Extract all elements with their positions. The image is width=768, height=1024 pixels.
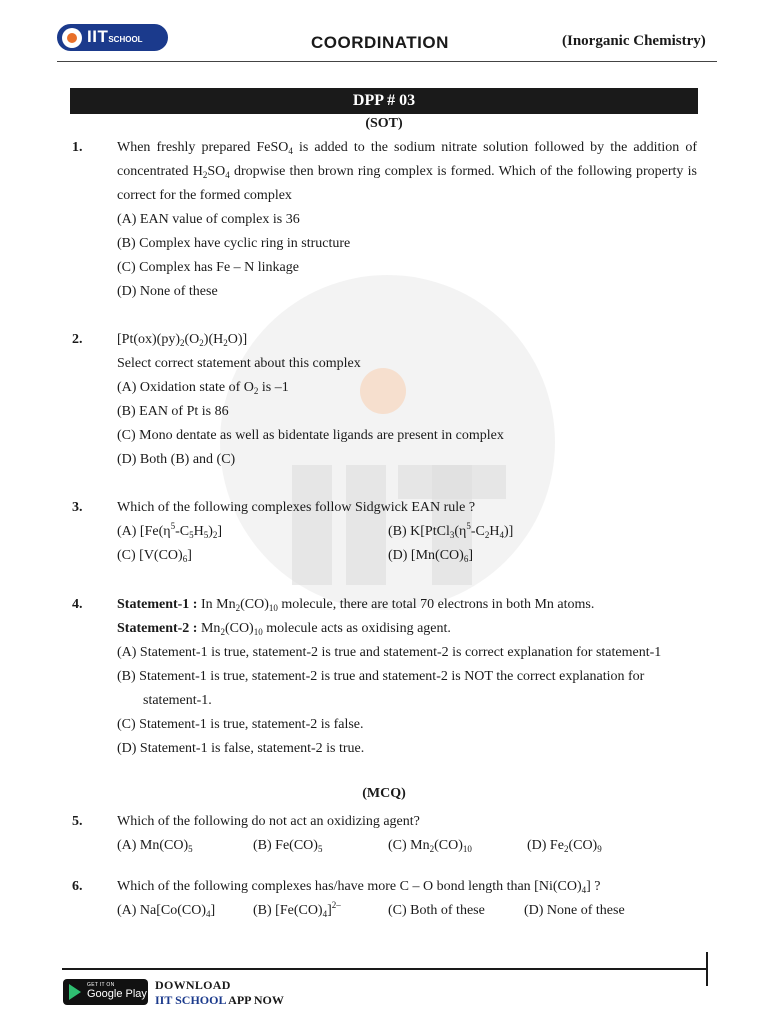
page-header [0,0,768,70]
app-now-label: IIT SCHOOL APP NOW [155,993,284,1007]
option-c: (C) Both of these [388,903,485,918]
option-d: (D) Statement-1 is false, statement-2 is true. [117,741,365,756]
option-a: (A) $Mn(CO)_5$ [117,838,193,854]
question-number: 3. [72,500,83,515]
option-c: (C) Mono dentate as well as bidentate ligands are present in complex [117,428,504,443]
option-c: (C) $[V(CO)_6]$ [117,548,192,564]
footer-divider [62,968,707,970]
question-text: Which of the following do not act an oxidizing agent? [117,814,420,829]
option-a: (A) EAN value of complex is 36 [117,212,300,227]
option-a: (A) Statement-1 is true, statement-2 is true and statement-2 is correct explanation for statement-1 [117,645,662,660]
download-label: DOWNLOAD [155,978,231,992]
option-b: (B) $K[PtCl_3(\eta^5-C_2H_4)]$ [388,521,514,540]
option-b-continued: statement-1. [143,693,212,708]
option-b: (B) $[Fe(CO)_4]^{2-}$ [253,900,341,919]
question-text: Select correct statement about this complex [117,356,361,371]
option-c: (C) Statement-1 is true, statement-2 is false. [117,717,364,732]
question-number: 2. [72,332,83,347]
question-number: 1. [72,140,83,155]
header-divider [57,61,717,62]
statement-2: Statement-2 : $Mn_2(CO)_{10}$ molecule acts as oxidising agent. [117,621,451,637]
complex-formula: $[Pt(ox)(py)_2(O_2)(H_2O)]$ [117,332,248,348]
question-text: Which of the following complexes has/have more C – O bond length than $[Ni(CO)_4]$ ? [117,879,601,895]
option-b: (B) $Fe(CO)_5$ [253,838,323,854]
question-number: 6. [72,879,83,894]
footer-tick [706,952,708,986]
question-number: 5. [72,814,83,829]
logo-sub: SCHOOL [108,35,143,44]
dpp-banner: DPP # 03 [70,88,698,114]
gplay-big-text: Google Play [87,988,147,1000]
play-store-icon [69,984,81,1000]
question-text: When freshly prepared FeSO$_4$ is added to the sodium nitrate solution followed by the addition of concentrated $H_2SO_4$ dropwise then brown ring complex is formed. Which of the following property is correct for the formed complex [117,140,698,203]
option-c: (C) Complex has Fe – N linkage [117,260,299,275]
section-mcq: (MCQ) [362,786,406,801]
option-b: (B) Statement-1 is true, statement-2 is true and statement-2 is NOT the correct explanation for [117,669,645,684]
option-a: (A) Oxidation state of $O_2$ is –1 [117,380,289,396]
logo-text: IIT [87,27,109,46]
option-b: (B) EAN of Pt is 86 [117,404,229,419]
question-number: 4. [72,597,83,612]
option-d: (D) None of these [117,284,218,299]
subject-label: (Inorganic Chemistry) [562,33,706,49]
statement-1: Statement-1 : In $Mn_2(CO)_{10}$ molecule, there are total 70 electrons in both Mn atoms. [117,597,595,613]
section-sot: (SOT) [365,116,403,131]
option-c: (C) $Mn_2(CO)_{10}$ [388,838,472,854]
gplay-small-text: GET IT ON [87,982,115,988]
option-d: (D) None of these [524,903,625,918]
google-play-badge[interactable] [63,979,148,1005]
option-a: (A) $[Fe(\eta^5-C_5H_5)_2]$ [117,521,223,540]
option-d: (D) Both (B) and (C) [117,452,236,467]
option-d: (D) $Fe_2(CO)_9$ [527,838,602,854]
option-b: (B) Complex have cyclic ring in structure [117,236,351,251]
iit-school-logo [57,24,168,51]
logo-gear-icon [62,28,82,48]
page-title: COORDINATION [311,33,449,52]
option-a: (A) $Na[Co(CO)_4]$ [117,903,216,919]
question-text: Which of the following complexes follow Sidgwick EAN rule ? [117,500,476,515]
option-d: (D) $[Mn(CO)_6]$ [388,548,473,564]
